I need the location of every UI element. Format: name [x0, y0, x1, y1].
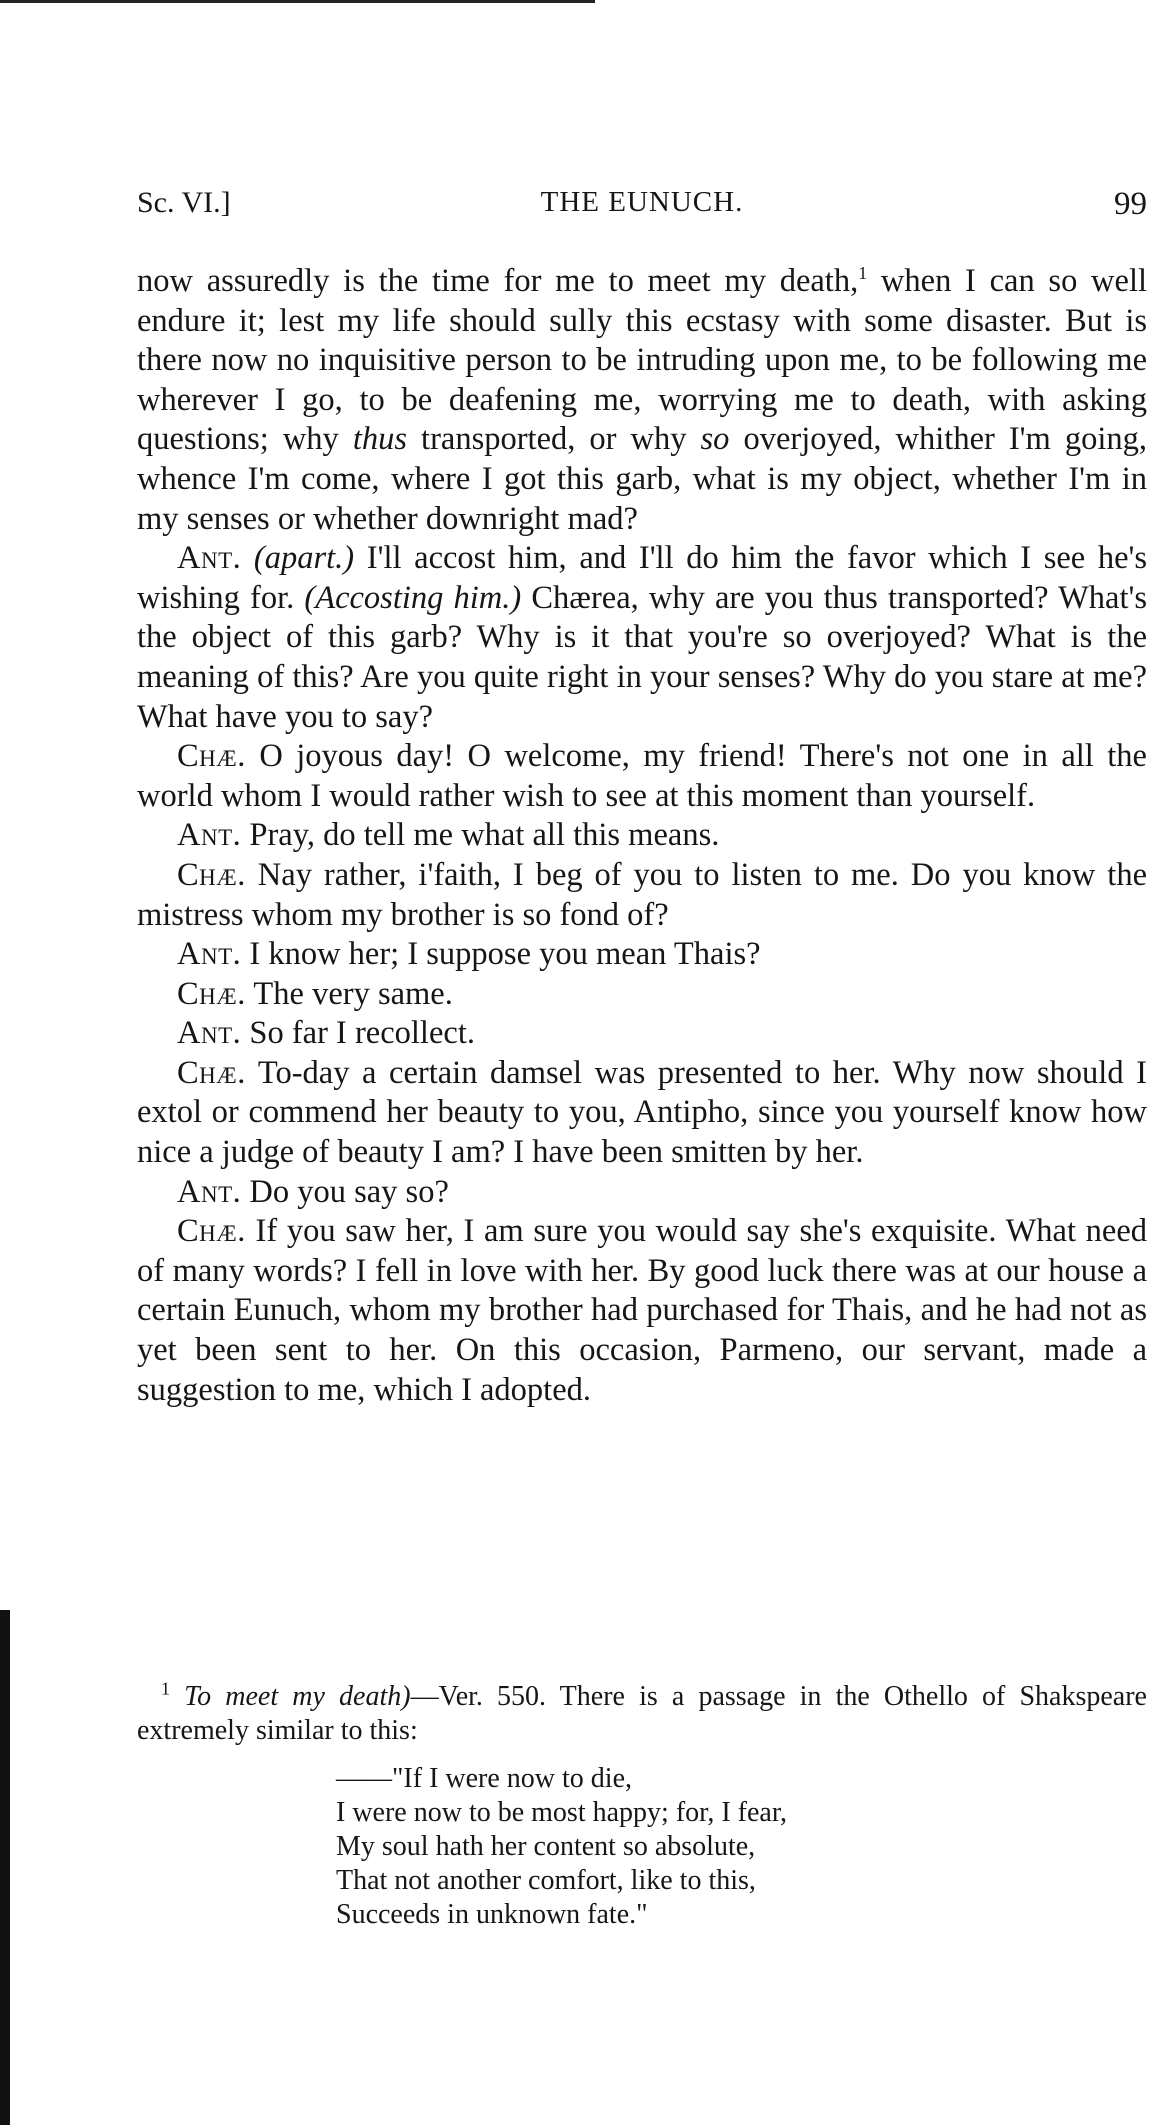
dialogue-text: Pray, do tell me what all this means.	[241, 817, 720, 854]
dialogue-line	[137, 1014, 1147, 1054]
speaker-label: Ant.	[177, 1015, 242, 1052]
dialogue-text: I'll accost him, and I'll do him the favor which I see he's wishing for.	[137, 540, 1148, 616]
speaker-label: Ant.	[177, 817, 242, 854]
text-run: now assuredly is the time for me to meet my death,	[137, 263, 859, 299]
book-title: THE EUNUCH.	[540, 186, 744, 218]
dialogue-line	[137, 816, 1147, 856]
emphasis: so	[700, 421, 730, 458]
scene-marker: Sc. VI.]	[137, 186, 231, 219]
speaker-label: Chæ.	[177, 1054, 246, 1091]
dialogue-text: O joyous day! O welcome, my friend! There's not one in all the world whom I would rather wish to see at this moment than yourself.	[137, 738, 1147, 814]
speaker-label: Ant.	[177, 936, 242, 973]
page-number: 99	[1114, 186, 1147, 222]
dialogue-line	[137, 1212, 1147, 1410]
dialogue-line	[137, 737, 1147, 816]
speaker-label: Chæ.	[177, 738, 246, 775]
dialogue-text: I know her; I suppose you mean Thais?	[241, 936, 761, 973]
dialogue-text: So far I recollect.	[241, 1015, 475, 1052]
dialogue-line	[137, 1054, 1147, 1173]
dialogue-line	[137, 856, 1147, 935]
dialogue-line	[137, 539, 1147, 737]
quoted-verse	[336, 1762, 787, 1932]
text-run: when I can so well endure it; lest my life should sully this ecstasy with some disaster. But is there now no inquisitive person to be intruding upon me, to be following me wherever I go, to be deafening me, worrying me to death, with asking questions; why	[137, 263, 1148, 458]
text-run: transported, or why	[407, 421, 701, 458]
speaker-label: Ant.	[177, 1173, 242, 1210]
footnote-lemma: To meet my death)	[184, 1681, 411, 1712]
dialogue-text: To-day a certain damsel was presented to her. Why now should I extol or commend her beauty to you, Antipho, since you yourself know how nice a judge of beauty I am? I have been smitten by her.	[137, 1054, 1147, 1171]
speaker-label: Chæ.	[177, 975, 246, 1012]
running-head	[137, 180, 1147, 230]
paragraph	[137, 262, 1147, 539]
stage-direction: (Accosting him.)	[304, 579, 522, 616]
dialogue-text: If you saw her, I am sure you would say she's exquisite. What need of many words? I fell in love with her. By good luck there was at our house a certain Eunuch, whom my brother had purchased for Thais, and he had not as yet been sent to her. On this occasion, Parmeno, our servant, made a suggestion to me, which I adopted.	[137, 1213, 1147, 1408]
verse-line: That not another comfort, like to this,	[336, 1865, 756, 1896]
footnote-marker: 1	[161, 1678, 170, 1699]
emphasis: thus	[352, 421, 408, 458]
verse-line: ——"If I were now to die,	[336, 1763, 633, 1794]
dialogue-text: Nay rather, i'faith, I beg of you to listen to me. Do you know the mistress whom my brother is so fond of?	[137, 856, 1147, 933]
footnote-reference[interactable]: 1	[858, 263, 868, 284]
footnote	[137, 1680, 1147, 1748]
page-edge-shadow	[0, 1610, 10, 2125]
text-run: overjoyed, whither I'm going, whence I'm come, where I got this garb, what is my object, whether I'm in my senses or whether downright mad?	[137, 421, 1148, 537]
footnote-body: —Ver. 550. There is a passage in the Othello of Shakspeare extremely similar to this:	[137, 1681, 1147, 1746]
verse-line: Succeeds in unknown fate."	[336, 1899, 648, 1930]
verse-line: I were now to be most happy; for, I fear,	[336, 1797, 788, 1828]
dialogue-text: Do you say so?	[241, 1173, 449, 1210]
stage-direction: (apart.)	[253, 540, 355, 577]
dialogue-line	[137, 975, 1147, 1015]
verse-line: My soul hath her content so absolute,	[336, 1831, 756, 1862]
top-rule	[0, 0, 595, 3]
dialogue-text: The very same.	[245, 975, 453, 1012]
speaker-label: Ant.	[177, 540, 242, 577]
speaker-label: Chæ.	[177, 856, 246, 893]
body-text	[137, 262, 1147, 1410]
dialogue-line	[137, 935, 1147, 975]
speaker-label: Chæ.	[177, 1213, 246, 1250]
footnote-text	[137, 1680, 1147, 1748]
dialogue-text: Chærea, why are you thus transported? What's the object of this garb? Why is it that you're so overjoyed? What is the meaning of this? Are you quite right in your senses? Why do you stare at me? What have you to say?	[137, 579, 1147, 735]
dialogue-line	[137, 1173, 1147, 1213]
